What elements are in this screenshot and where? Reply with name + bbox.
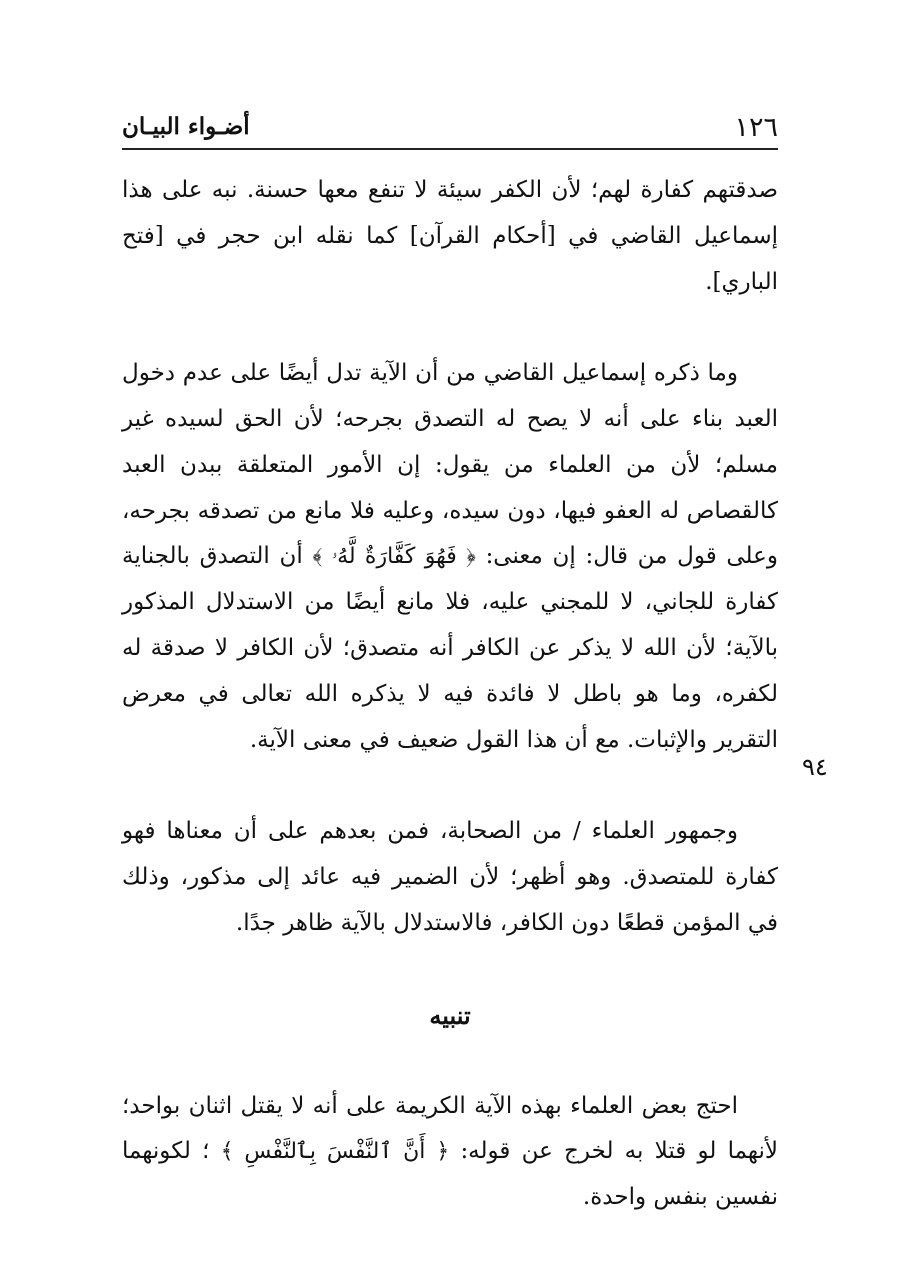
paragraph-4-text-after: ؛ لكونهما نفسين بنفس واحدة. — [122, 1138, 778, 1211]
paragraph-4 — [122, 1084, 778, 1221]
paragraph-1-text: صدقتهم كفارة لهم؛ لأن الكفر سيئة لا تنفع معها حسنة. نبه على هذا إسماعيل القاضي في [أحكام القرآن] كما نقله ابن حجر في [فتح الباري]. — [122, 177, 778, 295]
paragraph-3-text: وجمهور العلماء / من الصحابة، فمن بعدهم على أن معناها فهو كفارة للمتصدق. وهو أظهر؛ لأن الضمير فيه عائد إلى مذكور، وذلك في المؤمن قطعًا دون الكافر، فالاستدلال بالآية ظاهر جدًا. — [122, 818, 778, 936]
margin-page-reference: ٩٤ — [802, 753, 828, 781]
page-number: ١٢٦ — [734, 112, 778, 143]
paragraph-1 — [122, 168, 778, 305]
quran-verse: ﴿ أَنَّ ٱلنَّفْسَ بِٱلنَّفْسِ ﴾ — [220, 1139, 450, 1165]
section-heading: تنبيه — [429, 1000, 471, 1030]
paragraph-2-continued: أن التصدق بالجناية كفارة للجاني، لا للمجني عليه، فلا مانع أيضًا من الاستدلال المذكور بالآية؛ لأن الله لا يذكر عن الكافر أنه متصدق؛ لأن الكافر لا صدقة له لكفره، وما هو باطل لا فائدة فيه لا يذكره الله تعالى في معرض التقرير والإثبات. مع أن هذا القول ضعيف في معنى الآية. — [122, 543, 778, 753]
main-text — [122, 168, 778, 1221]
running-title: أضـواء البيـان — [122, 113, 250, 140]
quran-verse: ﴿ فَهُوَ كَفَّارَةٌ لَّهُۥ ﴾ — [312, 544, 476, 570]
page-header — [122, 104, 778, 150]
paragraph-2-text: وما ذكره إسماعيل القاضي من أن الآية تدل أيضًا على عدم دخول العبد بناء على أنه لا يصح له التصدق بجرحه؛ لأن الحق لسيده غير مسلم؛ لأن من العلماء من يقول: إن الأمور المتعلقة ببدن العبد كالقصاص له العفو فيها، دون سيده، وعليه فلا مانع من تصدقه بجرحه، وعلى قول من قال: إن معنى: — [122, 360, 778, 570]
paragraph-4-text-before: احتج بعض العلماء بهذه الآية الكريمة على أنه لا يقتل اثنان بواحد؛ لأنهما لو قتلا به لخرج عن قوله: — [122, 1092, 778, 1165]
paragraph-3 — [122, 809, 778, 946]
paragraph-2 — [122, 351, 778, 763]
